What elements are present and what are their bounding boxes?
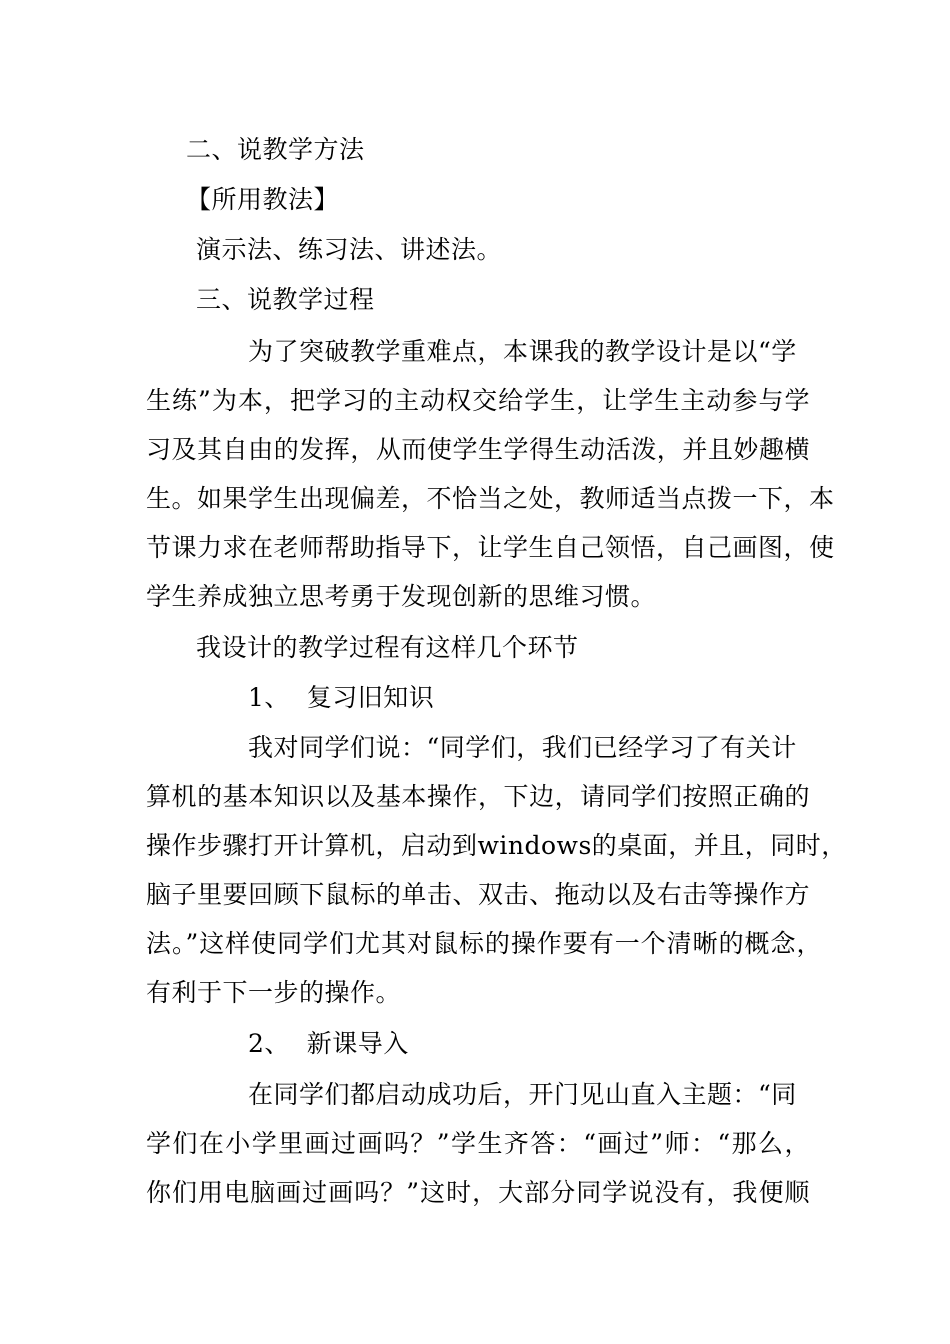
paragraph-3-line-1: 在同学们都启动成功后，开门见山直入主题：“同: [248, 1080, 797, 1109]
section-heading-teaching-method: 二、说教学方法: [186, 135, 365, 164]
paragraph-2-line-3: 操作步骤打开计算机，启动到windows的桌面，并且，同时，: [146, 831, 847, 860]
paragraph-1-line-3: 习及其自由的发挥，从而使学生学得生动活泼，并且妙趣横: [146, 435, 810, 464]
paragraph-2-line-6: 有利于下一步的操作。: [146, 978, 402, 1007]
paragraph-1-line-5: 节课力求在老师帮助指导下，让学生自己领悟，自己画图，使: [146, 533, 835, 562]
paragraph-1-line-6: 学生养成独立思考勇于发现创新的思维习惯。: [146, 582, 657, 611]
step-1-heading: 1、 复习旧知识: [248, 683, 435, 712]
paragraph-2-line-2: 算机的基本知识以及基本操作，下边，请同学们按照正确的: [146, 782, 810, 811]
bracket-heading-methods-used: 【所用教法】: [186, 185, 340, 214]
paragraph-3-line-2: 学们在小学里画过画吗？”学生齐答：“画过”师：“那么，: [146, 1129, 810, 1158]
paragraph-1-line-2: 生练”为本，把学习的主动权交给学生，让学生主动参与学: [146, 386, 810, 415]
step-2-heading: 2、 新课导入: [248, 1029, 409, 1058]
paragraph-1-line-1: 为了突破教学重难点，本课我的教学设计是以“学: [248, 337, 797, 366]
process-intro: 我设计的教学过程有这样几个环节: [196, 633, 579, 662]
paragraph-3-line-3: 你们用电脑画过画吗？”这时，大部分同学说没有，我便顺: [146, 1178, 810, 1207]
paragraph-2-line-4: 脑子里要回顾下鼠标的单击、双击、拖动以及右击等操作方: [146, 880, 810, 909]
paragraph-2-line-1: 我对同学们说：“同学们，我们已经学习了有关计: [248, 733, 797, 762]
paragraph-1-line-4: 生。如果学生出现偏差，不恰当之处，教师适当点拨一下，本: [146, 484, 835, 513]
methods-list: 演示法、练习法、讲述法。: [196, 235, 503, 264]
section-heading-teaching-process: 三、说教学过程: [196, 285, 375, 314]
paragraph-2-line-5: 法。”这样使同学们尤其对鼠标的操作要有一个清晰的概念，: [146, 929, 822, 958]
